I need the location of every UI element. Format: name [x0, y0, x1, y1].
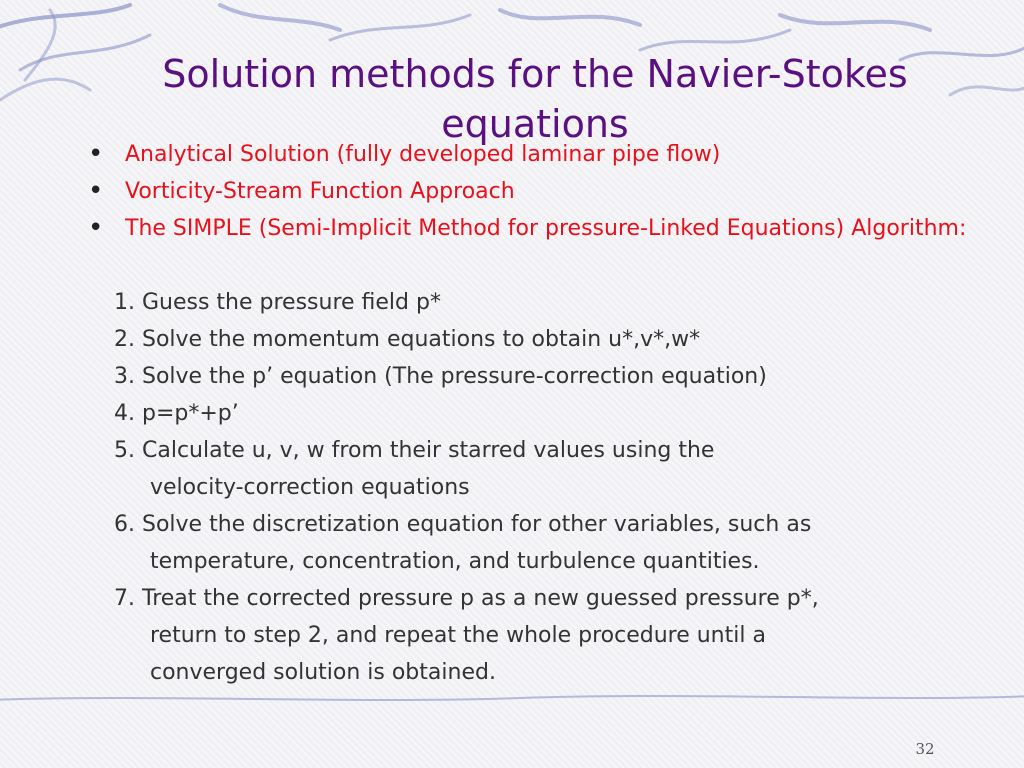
bullet-item	[88, 214, 988, 243]
step-line: 7. Treat the corrected pressure p as a new guessed pressure p*,	[114, 586, 819, 611]
step-line: 4. p=p*+p’	[114, 401, 239, 426]
bullet-dot-icon: •	[88, 139, 104, 169]
step-line: 3. Solve the p’ equation (The pressure-correction equation)	[114, 364, 767, 389]
step-7	[114, 580, 994, 691]
title-line-1: Solution methods for the Navier-Stokes	[162, 52, 908, 97]
step-4	[114, 395, 994, 432]
bullet-text: The SIMPLE (Semi-Implicit Method for pressure-Linked Equations) Algorithm:	[125, 216, 967, 241]
step-1	[114, 284, 994, 321]
bullet-item	[88, 177, 988, 206]
algorithm-steps	[114, 284, 994, 691]
bullet-text: Analytical Solution (fully developed laminar pipe flow)	[125, 142, 721, 167]
step-line-continued: velocity-correction equations	[150, 475, 470, 500]
bullet-dot-icon: •	[88, 213, 104, 243]
step-line: 6. Solve the discretization equation for other variables, such as	[114, 512, 812, 537]
step-line: 1. Guess the pressure field p*	[114, 290, 441, 315]
step-line-continued: return to step 2, and repeat the whole procedure until a	[150, 623, 766, 648]
step-line: 2. Solve the momentum equations to obtain u*,v*,w*	[114, 327, 701, 352]
bullet-list	[88, 140, 988, 251]
bullet-text: Vorticity-Stream Function Approach	[125, 179, 515, 204]
step-2	[114, 321, 994, 358]
step-5	[114, 432, 994, 506]
step-line-continued: converged solution is obtained.	[150, 660, 496, 685]
step-6	[114, 506, 994, 580]
title-line-2: equations	[441, 102, 629, 147]
step-line-continued: temperature, concentration, and turbulence quantities.	[150, 549, 760, 574]
step-3	[114, 358, 994, 395]
slide-title	[80, 49, 990, 149]
step-line: 5. Calculate u, v, w from their starred values using the	[114, 438, 715, 463]
bullet-dot-icon: •	[88, 176, 104, 206]
bullet-item	[88, 140, 988, 169]
page-number: 32	[915, 740, 935, 758]
